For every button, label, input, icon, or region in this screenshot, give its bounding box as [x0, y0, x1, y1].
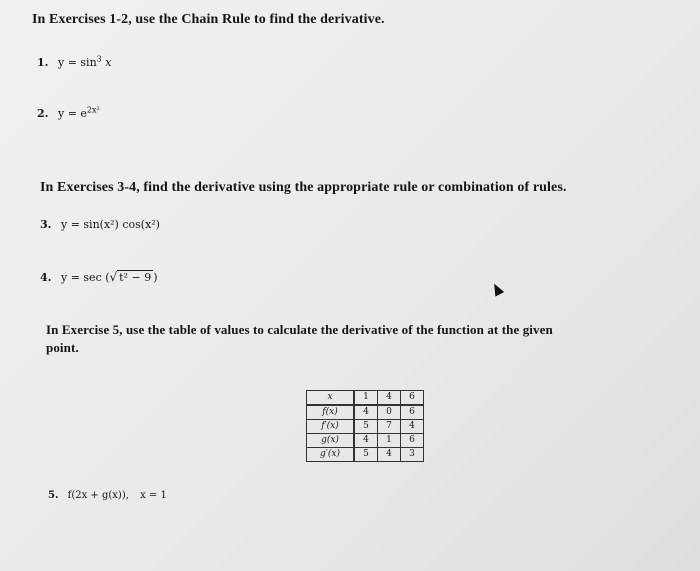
- section3-heading-line2: point.: [46, 340, 79, 355]
- exercise-5: [48, 490, 167, 501]
- table-header-cell: 6: [401, 391, 424, 406]
- table-cell: 3: [401, 448, 424, 462]
- mouse-pointer-icon: [490, 281, 504, 296]
- exercise-4-rhs: ): [153, 271, 158, 284]
- table-header-cell: 1: [354, 391, 378, 406]
- exercise-2-lhs: y = e: [57, 107, 87, 120]
- exercise-4-lhs: y = sec (: [60, 271, 110, 284]
- table-cell: 5: [354, 420, 378, 434]
- section3-heading-line1: In Exercise 5, use the table of values to calculate the derivative of the function at the given: [46, 322, 553, 337]
- table-row: [307, 420, 424, 434]
- exercise-1-number: 1.: [37, 56, 49, 69]
- table-cell: 4: [354, 405, 378, 420]
- sqrt-icon: √: [109, 270, 118, 284]
- table-row-label: g′(x): [307, 448, 355, 462]
- exercise-4-radicand: t² − 9: [119, 271, 152, 284]
- table-cell: 0: [378, 405, 401, 420]
- exercise-2-number: 2.: [37, 107, 49, 120]
- table-row: [307, 434, 424, 448]
- section2-heading: In Exercises 3-4, find the derivative using the appropriate rule or combination of rules.: [40, 180, 567, 195]
- exercise-5-text: f(2x + g(x)),: [67, 490, 129, 501]
- exercise-2-exponent: 2x²: [86, 105, 100, 115]
- table-cell: 6: [401, 405, 424, 420]
- exercise-1-arg: x: [105, 56, 112, 69]
- exercise-4-number: 4.: [40, 271, 52, 284]
- values-table: [306, 390, 424, 462]
- exercise-1-lhs: y = sin: [57, 56, 97, 69]
- exercise-5-number: 5.: [48, 490, 59, 501]
- table-cell: 7: [378, 420, 401, 434]
- exercise-1: [37, 56, 111, 69]
- table-header-cell: 4: [378, 391, 401, 406]
- table-header-cell: x: [307, 391, 355, 406]
- exercise-5-point: x = 1: [140, 490, 167, 501]
- exercise-2: [37, 107, 100, 120]
- exercise-3-text: y = sin(x²) cos(x²): [60, 218, 160, 231]
- table-cell: 4: [378, 448, 401, 462]
- section1-heading: In Exercises 1-2, use the Chain Rule to find the derivative.: [32, 12, 385, 27]
- table-row-label: g(x): [307, 434, 355, 448]
- table-cell: 6: [401, 434, 424, 448]
- table-cell: 4: [401, 420, 424, 434]
- table-header-row: [307, 391, 424, 406]
- table-cell: 4: [354, 434, 378, 448]
- exercise-3: [40, 218, 160, 231]
- table-cell: 5: [354, 448, 378, 462]
- table-row: [307, 448, 424, 462]
- exercise-3-number: 3.: [40, 218, 52, 231]
- table-row-label: f(x): [307, 405, 355, 420]
- table-cell: 1: [378, 434, 401, 448]
- exercise-4: [40, 270, 158, 284]
- exercise-1-exponent: 3: [96, 54, 102, 64]
- table-row: [307, 405, 424, 420]
- table-row-label: f′(x): [307, 420, 355, 434]
